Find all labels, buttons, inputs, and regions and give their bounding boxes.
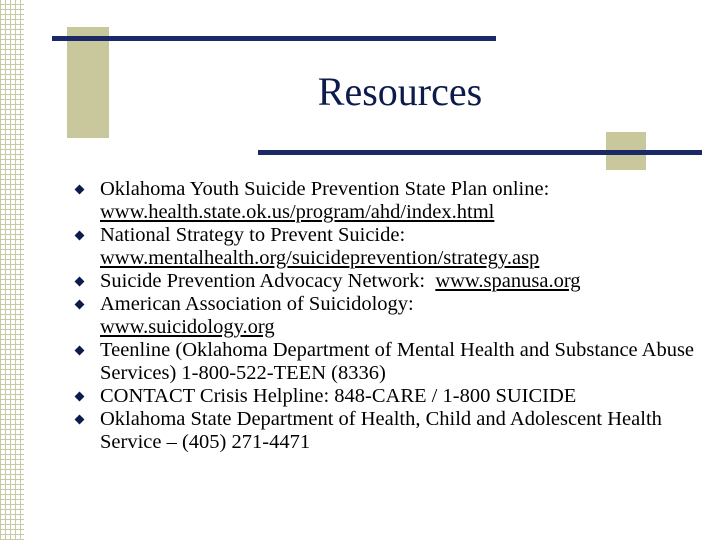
resource-text: National Strategy to Prevent Suicide: [100,224,406,246]
resource-item-oklahoma-state-plan [76,178,696,224]
slide-title: Resources [317,69,483,114]
resource-list [76,178,696,454]
grid-pattern-decoration [0,0,24,540]
resource-link[interactable]: www.suicidology.org [100,316,275,338]
top-accent-rule [52,36,496,41]
diamond-bullet-icon [75,392,85,402]
bottom-accent-rule [258,150,702,155]
resource-item-osdh [76,408,696,454]
resource-text: Oklahoma State Department of Health, Child and Adolescent Health Service – (405) 271-4471 [100,408,662,453]
resource-link[interactable]: www.mentalhealth.org/suicideprevention/strategy.asp [100,247,540,269]
diamond-bullet-icon [75,277,85,287]
resource-link[interactable]: www.health.state.ok.us/program/ahd/index.html [100,201,495,223]
diamond-bullet-icon [75,300,85,310]
resource-text: CONTACT Crisis Helpline: 848-CARE / 1-800 SUICIDE [100,385,577,407]
diamond-bullet-icon [75,185,85,195]
diamond-bullet-icon [75,415,85,425]
resource-text: Teenline (Oklahoma Department of Mental Health and Substance Abuse Services) 1-800-522-TEEN (8336) [100,339,695,384]
resource-item-teenline [76,339,696,385]
diamond-bullet-icon [75,346,85,356]
olive-accent-block [67,27,109,138]
resource-item-national-strategy [76,224,696,270]
resource-item-contact-helpline [76,385,696,408]
resource-text: Suicide Prevention Advocacy Network: [100,270,426,292]
diamond-bullet-icon [75,231,85,241]
resource-item-span [76,270,696,293]
resource-text: Oklahoma Youth Suicide Prevention State Plan online: [100,178,550,200]
resource-item-aas [76,293,696,339]
resource-link[interactable]: www.spanusa.org [435,270,581,292]
resource-text: American Association of Suicidology: [100,293,414,315]
